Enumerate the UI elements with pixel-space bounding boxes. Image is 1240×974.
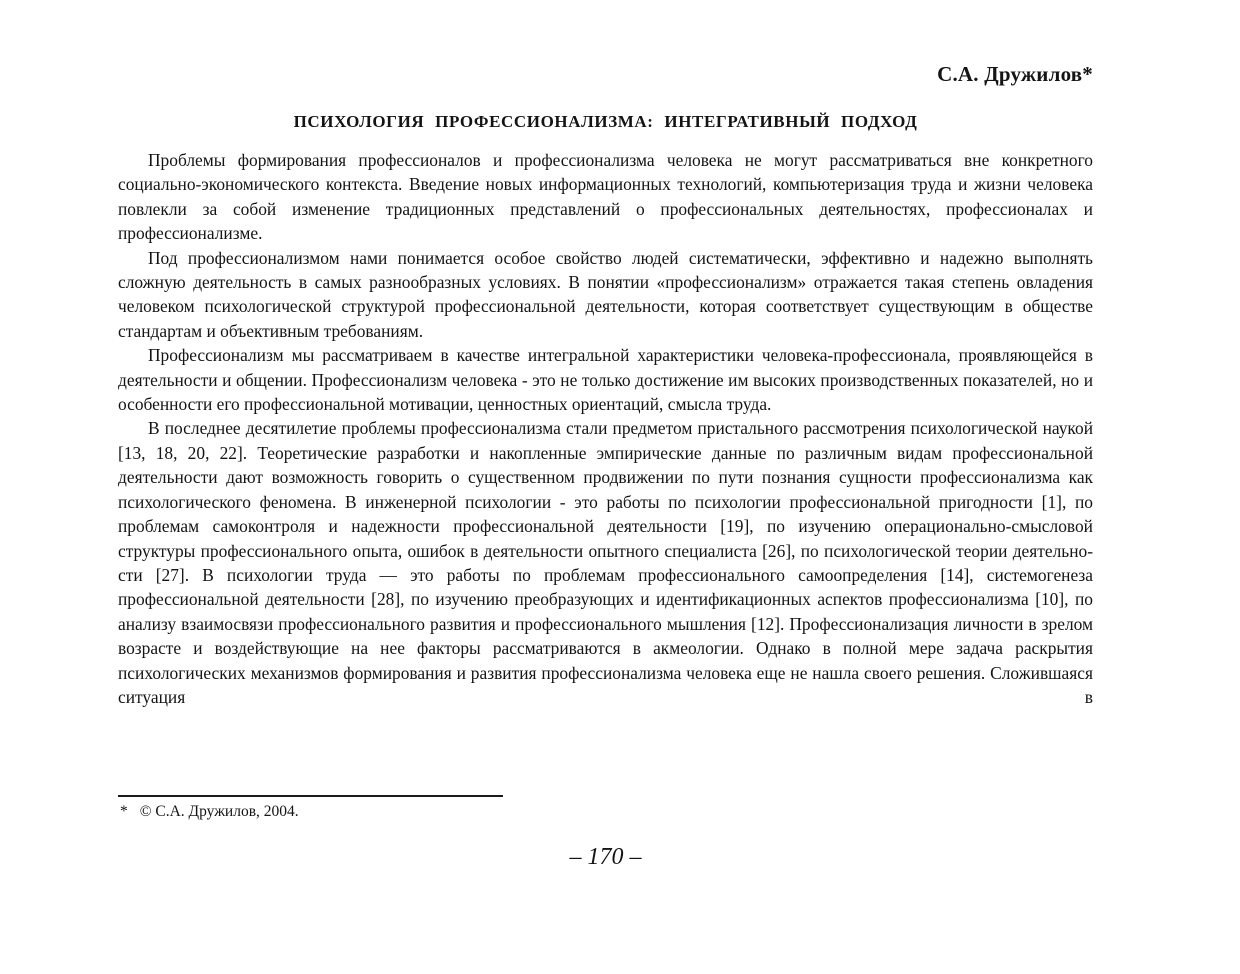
document-page (118, 0, 1093, 974)
article-body (118, 148, 1093, 709)
footnote-mark: * (120, 803, 128, 820)
article-title: ПСИХОЛОГИЯ ПРОФЕССИОНАЛИЗМА: ИНТЕГРАТИВНЫЙ ПОДХОД (293, 112, 918, 131)
author-name: С.А. Дружилов* (937, 62, 1093, 86)
paragraph-3: Профессионализм мы рассматриваем в качестве интегральной характеристики человека-профессионала, проявляющейся в деятельности и общении. Профессионализм человека - это не только достижение им высоких производственных показателей, но и особенности его профессиональной мотивации, ценностных ориентаций, смысла труда. (118, 345, 1093, 415)
footnote-divider (118, 795, 503, 797)
footnote-text: © С.А. Дружилов, 2004. (139, 803, 299, 820)
page-number: – 170 – (569, 844, 642, 870)
paragraph-4: В последнее десятилетие проблемы профессионализма стали предметом пристального рассмотрения психологической наукой [13, 18, 20, 22]. Теоретические разработки и накопленные эмпирические данные по различным видам профессиональной деятельности дают возможность говорить о существенном продвижении по пути познания сущности профессионализма как психологического феномена. В инженерной психологии - это работы по психологии профессиональной пригодности [1], по проблемам самоконтроля и надежности профессиональной деятельности [19], по изучению операционально-смысловой структуры профессионального опыта, ошибок в деятельности опытного специалиста [26], по психологической теории деятельности [27]. В психологии труда — это работы по проблемам профессионального самоопределения [14], системогенеза профессиональной деятельности [28], по изучению преобразующих и идентификационных аспектов профессионализма [10], по анализу взаимосвязи профессионального развития и профессионального мышления [12]. Профессионализация личности в зрелом возрасте и воздействующие на нее факторы рассматриваются в акмеологии. Однако в полной мере задача раскрытия психологических механизмов формирования и развития профессионализма человека еще не нашла своего решения. Сложившаяся ситуация в (118, 418, 1093, 707)
paragraph-1: Проблемы формирования профессионалов и профессионализма человека не могут рассматриваться вне конкретного социально-экономического контекста. Введение новых информационных технологий, компьютеризация труда и жизни человека повлекли за собой изменение традиционных представлений о профессиональных деятельностях, профессионалах и профессионализме. (118, 150, 1093, 244)
paragraph-2: Под профессионализмом нами понимается особое свойство людей систематически, эффективно и надежно выполнять сложную деятельность в самых разнообразных условиях. В понятии «профессионализм» отражается такая степень овладения человеком психологической структурой профессиональной деятельности, которая соответствует существующим в обществе стандартам и объективным требованиям. (118, 247, 1093, 341)
footnote (120, 803, 299, 821)
